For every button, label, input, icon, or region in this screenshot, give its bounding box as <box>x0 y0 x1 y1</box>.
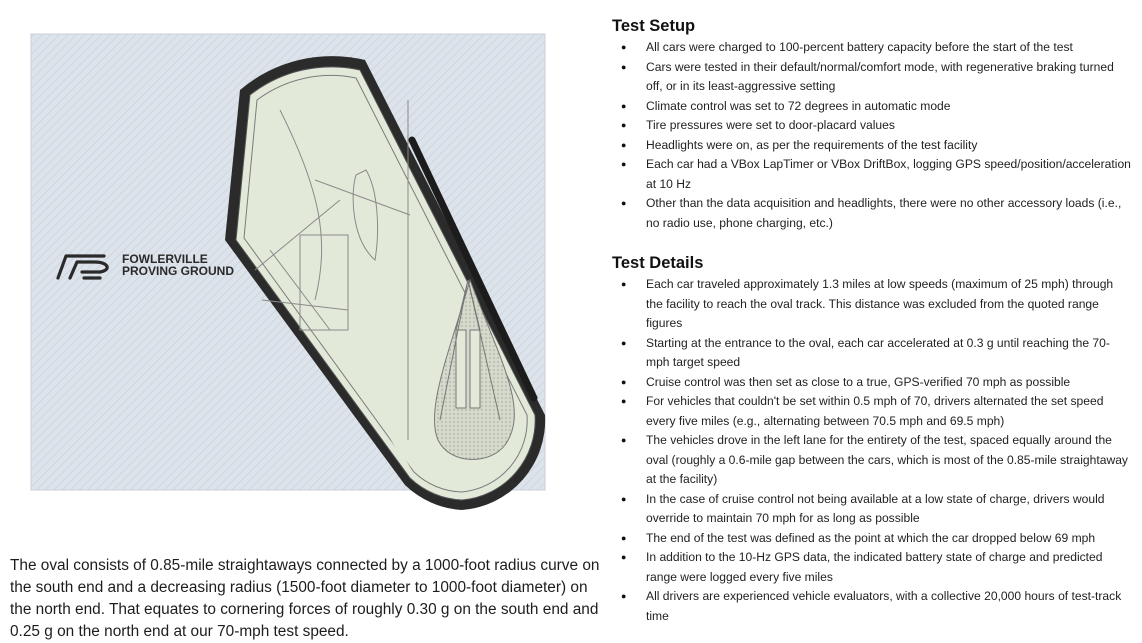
oval-description: The oval consists of 0.85-mile straightaways connected by a 1000-foot radius curve on the south end and a decreasing radius (1500-foot diameter to 1000-foot diameter) on the north end. That equates to cornering forces of roughly 0.30 g on the south end and 0.25 g on the north end at our 70-mph test speed. <box>10 557 600 641</box>
list-item: ● The end of the test was defined as the point at which the car dropped below 69 mph <box>612 529 1132 549</box>
proving-ground-map <box>0 0 600 530</box>
list-item: ● Tire pressures were set to door-placard values <box>612 116 1132 136</box>
list-item: ● All drivers are experienced vehicle evaluators, with a collective 20,000 hours of test-track time <box>612 587 1132 626</box>
test-setup-heading: Test Setup <box>612 17 696 35</box>
list-item: ● For vehicles that couldn't be set within 0.5 mph of 70, drivers alternated the set speed every five miles (e.g., alternating between 70.5 mph and 69.5 mph) <box>612 392 1132 431</box>
test-info-panel <box>612 16 1132 626</box>
list-item: ● Each car had a VBox LapTimer or VBox DriftBox, logging GPS speed/position/acceleration at 10 Hz <box>612 155 1132 194</box>
logo-line1: FOWLERVILLE <box>122 252 208 266</box>
list-item: ● The vehicles drove in the left lane for the entirety of the test, spaced equally around the oval (roughly a 0.6-mile gap between the cars, which is most of the 0.85-mile straightaway at the facility) <box>612 431 1132 490</box>
list-item: ● In the case of cruise control not being available at a low state of charge, drivers would override to maintain 70 mph for as long as possible <box>612 490 1132 529</box>
list-item: ● Climate control was set to 72 degrees in automatic mode <box>612 97 1132 117</box>
list-item: ● Starting at the entrance to the oval, each car accelerated at 0.3 g until reaching the 70-mph target speed <box>612 334 1132 373</box>
test-setup-section <box>612 16 1132 233</box>
test-setup-list <box>612 38 1132 233</box>
list-item: ● Cruise control was then set as close to a true, GPS-verified 70 mph as possible <box>612 373 1132 393</box>
list-item: ● Cars were tested in their default/normal/comfort mode, with regenerative braking turned off, or in its least-aggressive setting <box>612 58 1132 97</box>
test-details-heading: Test Details <box>612 254 704 272</box>
list-item: ● Other than the data acquisition and headlights, there were no other accessory loads (i.e., no radio use, phone charging, etc.) <box>612 194 1132 233</box>
test-details-list <box>612 275 1132 626</box>
list-item: ● All cars were charged to 100-percent battery capacity before the start of the test <box>612 38 1132 58</box>
test-details-section <box>612 253 1132 626</box>
list-item: ● Headlights were on, as per the requirements of the test facility <box>612 136 1132 156</box>
list-item: ● Each car traveled approximately 1.3 miles at low speeds (maximum of 25 mph) through the facility to reach the oval track. This distance was excluded from the quoted range figures <box>612 275 1132 334</box>
list-item: ● In addition to the 10-Hz GPS data, the indicated battery state of charge and predicted range were logged every five miles <box>612 548 1132 587</box>
logo-line2: PROVING GROUND <box>122 264 235 278</box>
